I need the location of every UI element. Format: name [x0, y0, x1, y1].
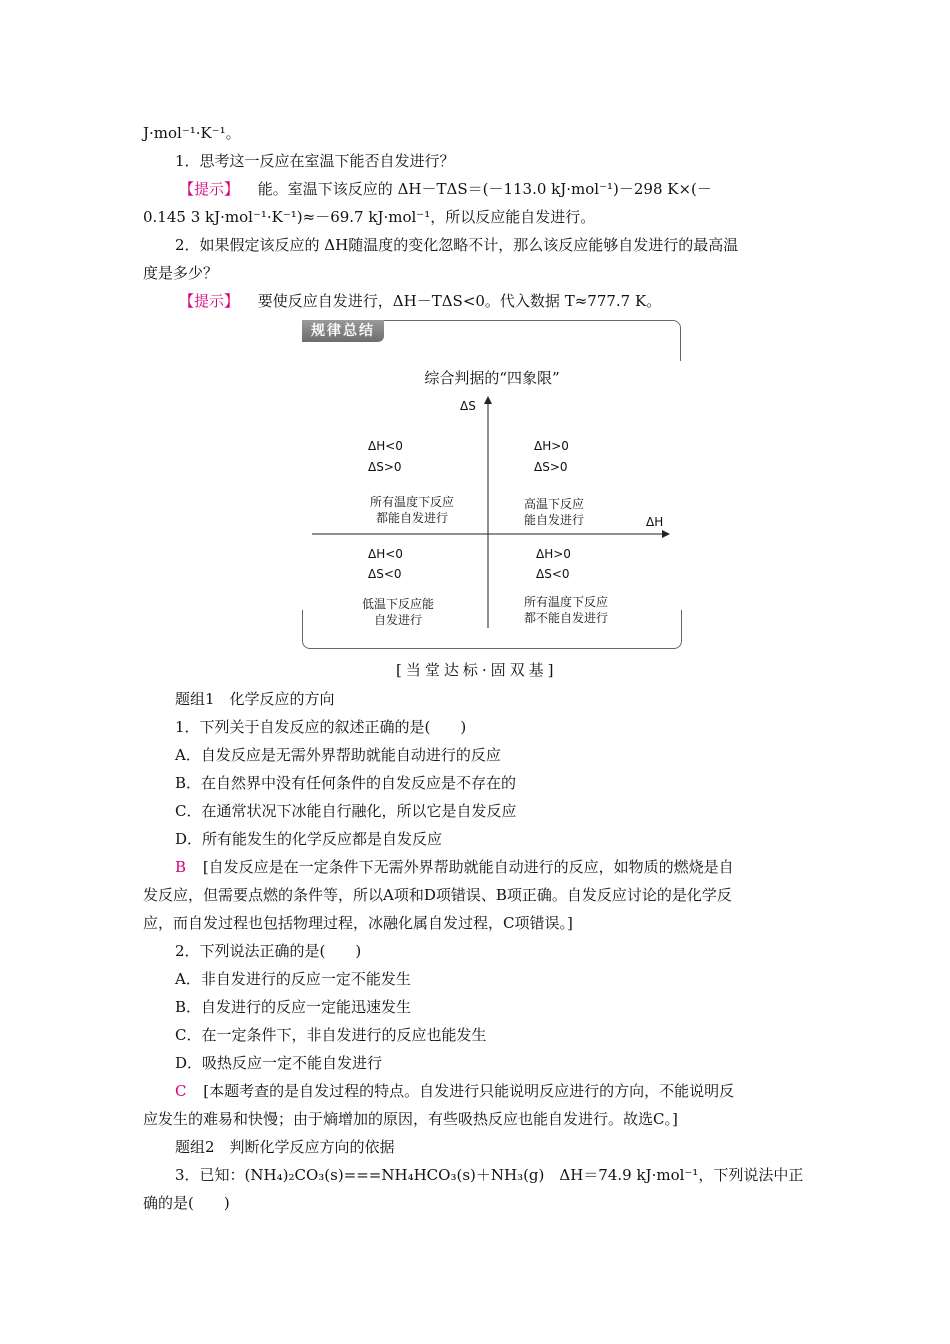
- q-br-h: ΔH>0: [536, 547, 571, 561]
- q-br-s: ΔS<0: [536, 567, 570, 581]
- g1-q1-option-b: B．在自然界中没有任何条件的自发反应是不存在的: [175, 774, 517, 792]
- unit-line: J·mol⁻¹·K⁻¹。: [143, 124, 241, 142]
- g1-answer-1-line2: 发反应，但需要点燃的条件等，所以A项和D项错误、B项正确。自发反应讨论的是化学反: [143, 886, 732, 904]
- g1-question-1: 1．下列关于自发反应的叙述正确的是( ): [175, 718, 467, 736]
- answer-explanation: [本题考查的是自发过程的特点。自发进行只能说明反应进行的方向，不能说明反: [203, 1082, 735, 1100]
- g1-q1-option-c: C．在通常状况下冰能自行融化，所以它是自发反应: [175, 802, 517, 820]
- hint-2: [179, 291, 661, 311]
- q-tl-h: ΔH<0: [368, 439, 403, 453]
- g1-q2-option-a: A．非自发进行的反应一定不能发生: [175, 970, 411, 988]
- summary-tag: 规律总结: [302, 320, 384, 342]
- hint-1: [179, 179, 712, 199]
- axis-x-label: ΔH: [646, 515, 664, 529]
- quadrant-title: 综合判据的“四象限”: [424, 369, 560, 387]
- question-1: 1．思考这一反应在室温下能否自发进行？: [175, 152, 455, 170]
- hint-1-text: 能。室温下该反应的 ΔH－TΔS＝(－113.0 kJ·mol⁻¹)－298 K×(－: [257, 180, 712, 198]
- answer-explanation: [自发反应是在一定条件下无需外界帮助就能自动进行的反应，如物质的燃烧是自: [202, 858, 734, 876]
- answer-letter: C: [175, 1082, 187, 1100]
- q-bl-text: 低温下反应能 自发进行: [361, 597, 434, 627]
- g1-q2-option-d: D．吸热反应一定不能自发进行: [175, 1054, 383, 1072]
- g1-answer-2-line2: 应发生的难易和快慢；由于熵增加的原因，有些吸热反应也能自发进行。故选C。]: [143, 1110, 678, 1128]
- g1-q2-option-c: C．在一定条件下，非自发进行的反应也能发生: [175, 1026, 487, 1044]
- q-tr-h: ΔH>0: [534, 439, 569, 453]
- g2-question-3-line2: 确的是( ): [143, 1194, 230, 1212]
- q-tl-text: 所有温度下反应 都能自发进行: [369, 495, 454, 525]
- hint-label: 【提示】: [179, 292, 240, 310]
- question-2-continued: 度是多少？: [143, 264, 219, 282]
- axis-y-label: ΔS: [460, 399, 476, 413]
- g1-q2-option-b: B．自发进行的反应一定能迅速发生: [175, 998, 412, 1016]
- rule-summary-box: [302, 320, 682, 650]
- question-2: 2．如果假定该反应的 ΔH随温度的变化忽略不计，那么该反应能够自发进行的最高温: [175, 236, 739, 254]
- q-bl-h: ΔH<0: [368, 547, 403, 561]
- g1-answer-2: [175, 1081, 734, 1101]
- group-2-title: 题组2 判断化学反应方向的依据: [175, 1138, 395, 1156]
- group-1-title: 题组1 化学反应的方向: [175, 690, 335, 708]
- g1-question-2: 2．下列说法正确的是( ): [175, 942, 362, 960]
- q-tl-s: ΔS>0: [368, 460, 402, 474]
- q-tr-text: 高温下反应 能自发进行: [523, 497, 584, 527]
- g1-answer-1-line3: 应，而自发过程也包括物理过程，冰融化属自发过程，C项错误。]: [143, 914, 573, 932]
- answer-letter: B: [175, 858, 187, 876]
- hint-label: 【提示】: [179, 180, 240, 198]
- hint-2-text: 要使反应自发进行，ΔH－TΔS<0。代入数据 T≈777.7 K。: [257, 292, 662, 310]
- q-tr-s: ΔS>0: [534, 460, 568, 474]
- q-bl-s: ΔS<0: [368, 567, 402, 581]
- g1-q1-option-a: A．自发反应是无需外界帮助就能自动进行的反应: [175, 746, 501, 764]
- g1-q1-option-d: D．所有能发生的化学反应都是自发反应: [175, 830, 443, 848]
- g1-answer-1: [175, 857, 734, 877]
- section-title: [当堂达标·固双基]: [396, 661, 558, 679]
- q-br-text: 所有温度下反应 都不能自发进行: [523, 595, 608, 625]
- g2-question-3: 3．已知：(NH₄)₂CO₃(s)===NH₄HCO₃(s)＋NH₃(g) ΔH＝74.9 kJ·mol⁻¹，下列说法中正: [175, 1166, 804, 1184]
- hint-1-continued: 0.145 3 kJ·mol⁻¹·K⁻¹)≈－69.7 kJ·mol⁻¹，所以反应能自发进行。: [143, 208, 596, 226]
